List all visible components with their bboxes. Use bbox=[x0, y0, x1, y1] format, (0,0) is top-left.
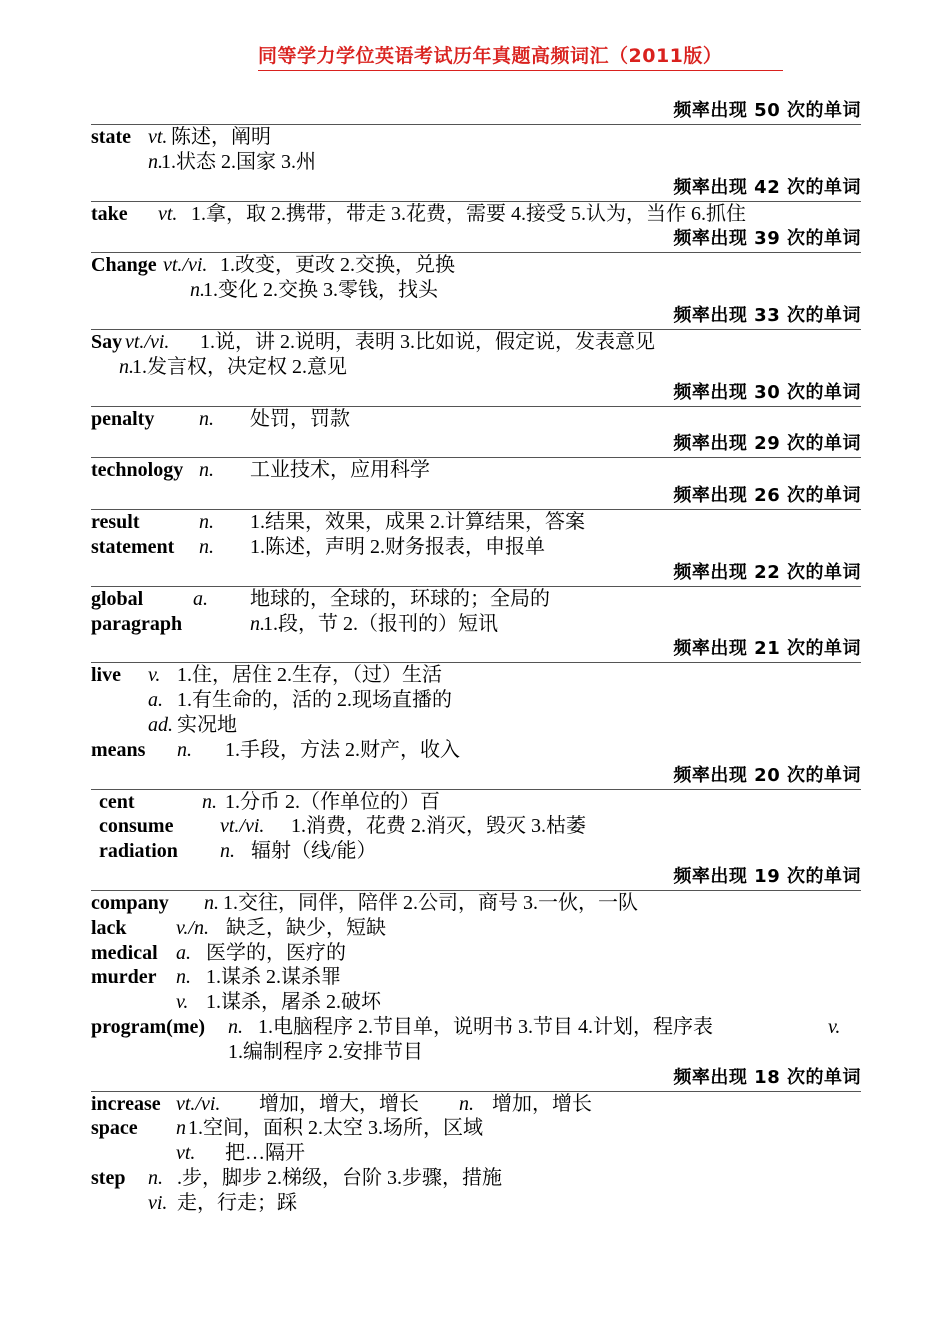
headword: technology bbox=[91, 459, 184, 482]
headword: global bbox=[91, 587, 144, 610]
definition: 1.有生命的，活的 2.现场直播的 bbox=[177, 689, 452, 712]
entry-line bbox=[91, 355, 861, 380]
definition: 1.电脑程序 2.节目单，说明书 3.节目 4.计划，程序表 bbox=[258, 1015, 713, 1038]
entry-line bbox=[91, 688, 861, 713]
definition: 1.变化 2.交换 3.零钱，找头 bbox=[203, 279, 438, 302]
definition: 1.改变，更改 2.交换，兑换 bbox=[220, 254, 455, 277]
entry-line bbox=[91, 202, 861, 227]
headword: company bbox=[91, 891, 169, 914]
part-of-speech: v. bbox=[148, 664, 161, 687]
entry-line bbox=[91, 587, 861, 612]
part-of-speech: n. bbox=[228, 1015, 243, 1038]
headword: take bbox=[91, 202, 128, 225]
definition: 1.分币 2.（作单位的）百 bbox=[225, 790, 440, 813]
frequency-section bbox=[91, 98, 861, 175]
part-of-speech: n. bbox=[199, 459, 214, 482]
definition: 缺乏，缺少，短缺 bbox=[226, 916, 386, 939]
definition: 1.陈述，声明 2.财务报表，申报单 bbox=[250, 535, 545, 558]
entry-line bbox=[91, 253, 861, 278]
entry-line bbox=[91, 891, 861, 916]
headword: medical bbox=[91, 941, 158, 964]
frequency-header: 频率出现 20 次的单词 bbox=[91, 763, 861, 790]
entry-line bbox=[91, 330, 861, 355]
part-of-speech: v./n. bbox=[176, 916, 209, 939]
frequency-section bbox=[91, 636, 861, 762]
headword: result bbox=[91, 511, 140, 534]
frequency-header: 频率出现 19 次的单词 bbox=[91, 864, 861, 891]
entry-line bbox=[91, 713, 861, 738]
headword: paragraph bbox=[91, 612, 183, 635]
part-of-speech: vt. bbox=[158, 202, 178, 225]
headword: Say bbox=[91, 330, 123, 353]
frequency-section bbox=[91, 483, 861, 560]
part-of-speech: n. bbox=[220, 840, 235, 863]
part-of-speech: vt./vi. bbox=[176, 1092, 221, 1115]
part-of-speech: n. bbox=[190, 279, 205, 302]
frequency-header: 频率出现 50 次的单词 bbox=[91, 98, 861, 125]
headword: state bbox=[91, 126, 131, 148]
frequency-section bbox=[91, 303, 861, 380]
part-of-speech: n. bbox=[204, 891, 219, 914]
entry-line bbox=[91, 125, 861, 150]
entry-line bbox=[91, 458, 861, 483]
part-of-speech: n. bbox=[176, 966, 191, 989]
definition: 地球的，全球的，环球的；全局的 bbox=[250, 587, 550, 610]
definition: 1.谋杀 2.谋杀罪 bbox=[206, 966, 341, 989]
frequency-section bbox=[91, 431, 861, 483]
entry-line bbox=[91, 535, 861, 560]
headword: statement bbox=[91, 535, 175, 558]
part-of-speech: n. bbox=[199, 407, 214, 430]
headword: cent bbox=[99, 790, 135, 813]
definition: 1.段，节 2.（报刊的）短讯 bbox=[263, 612, 498, 635]
definition: 1.空间，面积 2.太空 3.场所，区域 bbox=[188, 1117, 483, 1140]
definition: 增加，增大，增长 bbox=[259, 1092, 419, 1115]
definition: 处罚，罚款 bbox=[250, 407, 350, 430]
frequency-header: 频率出现 33 次的单词 bbox=[91, 303, 861, 330]
entry-line bbox=[91, 612, 861, 637]
headword: murder bbox=[91, 966, 157, 989]
frequency-section bbox=[91, 380, 861, 432]
headword: increase bbox=[91, 1092, 161, 1115]
headword: penalty bbox=[91, 407, 155, 430]
entry-line bbox=[91, 916, 861, 941]
part-of-speech: a. bbox=[193, 587, 208, 610]
part-of-speech: n. bbox=[199, 535, 214, 558]
part-of-speech: a. bbox=[148, 689, 163, 712]
part-of-speech: ad. bbox=[148, 713, 173, 736]
entry-line bbox=[91, 990, 861, 1015]
definition: 1.说，讲 2.说明，表明 3.比如说，假定说，发表意见 bbox=[200, 330, 655, 353]
entry-line bbox=[91, 407, 861, 432]
part-of-speech: n. bbox=[177, 738, 192, 761]
definition: 实况地 bbox=[177, 713, 237, 736]
frequency-header: 频率出现 22 次的单词 bbox=[91, 560, 861, 587]
headword: step bbox=[91, 1166, 126, 1189]
part-of-speech: n. bbox=[119, 355, 134, 378]
entry-line bbox=[91, 1141, 861, 1166]
definition: 陈述，阐明 bbox=[171, 126, 271, 148]
part-of-speech: v. bbox=[176, 991, 189, 1014]
part-of-speech: n. bbox=[148, 150, 163, 173]
frequency-section bbox=[91, 226, 861, 303]
headword: means bbox=[91, 738, 146, 761]
entry-line bbox=[91, 1116, 861, 1141]
frequency-header: 频率出现 42 次的单词 bbox=[91, 175, 861, 202]
part-of-speech: vt./vi. bbox=[220, 815, 265, 838]
frequency-section bbox=[91, 864, 861, 1065]
entry-line bbox=[91, 814, 861, 839]
definition: 工业技术，应用科学 bbox=[250, 459, 430, 482]
part-of-speech: n. bbox=[148, 1166, 163, 1189]
frequency-header: 频率出现 21 次的单词 bbox=[91, 636, 861, 663]
vocabulary-list bbox=[91, 98, 861, 1216]
part-of-speech: n bbox=[176, 1117, 186, 1140]
definition: 医学的，医疗的 bbox=[206, 941, 346, 964]
part-of-speech: vi. bbox=[148, 1191, 168, 1214]
definition: .步，脚步 2.梯级，台阶 3.步骤，措施 bbox=[177, 1166, 502, 1189]
part-of-speech: n. bbox=[250, 612, 265, 635]
part-of-speech: v. bbox=[828, 1015, 841, 1038]
entry-line bbox=[91, 663, 861, 688]
headword: radiation bbox=[99, 840, 178, 863]
entry-line bbox=[91, 1015, 861, 1040]
document-title: 同等学力学位英语考试历年真题高频词汇（2011版） bbox=[258, 41, 783, 71]
headword: lack bbox=[91, 916, 127, 939]
entry-line bbox=[91, 150, 861, 175]
definition: 1.消费，花费 2.消灭，毁灭 3.枯萎 bbox=[291, 815, 586, 838]
frequency-section bbox=[91, 175, 861, 227]
definition: 辐射（线/能） bbox=[251, 840, 377, 863]
definition: 1.编制程序 2.安排节目 bbox=[228, 1040, 423, 1063]
entry-line bbox=[91, 510, 861, 535]
definition: 1.状态 2.国家 3.州 bbox=[161, 150, 316, 173]
entry-line bbox=[91, 965, 861, 990]
entry-line bbox=[91, 1191, 861, 1216]
part-of-speech: n. bbox=[202, 790, 217, 813]
headword: Change bbox=[91, 254, 157, 277]
definition: 1.交往，同伴，陪伴 2.公司，商号 3.一伙，一队 bbox=[223, 891, 638, 914]
frequency-section bbox=[91, 560, 861, 637]
definition: 1.谋杀，屠杀 2.破坏 bbox=[206, 991, 381, 1014]
frequency-header: 频率出现 26 次的单词 bbox=[91, 483, 861, 510]
frequency-header: 频率出现 18 次的单词 bbox=[91, 1065, 861, 1092]
entry-line bbox=[91, 1092, 861, 1117]
entry-line bbox=[91, 278, 861, 303]
part-of-speech: a. bbox=[176, 941, 191, 964]
frequency-section bbox=[91, 1065, 861, 1216]
part-of-speech: n. bbox=[459, 1092, 474, 1115]
definition: 1.发言权，决定权 2.意见 bbox=[132, 355, 347, 378]
entry-line bbox=[91, 1166, 861, 1191]
frequency-header: 频率出现 30 次的单词 bbox=[91, 380, 861, 407]
headword: program(me) bbox=[91, 1015, 206, 1038]
definition: 把…隔开 bbox=[225, 1142, 305, 1165]
entry-line bbox=[91, 1040, 861, 1065]
entry-line bbox=[91, 941, 861, 966]
frequency-header: 频率出现 29 次的单词 bbox=[91, 431, 861, 458]
headword: space bbox=[91, 1117, 138, 1140]
frequency-header: 频率出现 39 次的单词 bbox=[91, 226, 861, 253]
definition: 1.手段，方法 2.财产，收入 bbox=[225, 738, 460, 761]
frequency-section bbox=[91, 763, 861, 864]
entry-line bbox=[91, 790, 861, 815]
definition: 1.住，居住 2.生存，（过）生活 bbox=[177, 664, 442, 687]
entry-line bbox=[91, 738, 861, 763]
part-of-speech: vt. bbox=[176, 1142, 196, 1165]
definition: 增加，增长 bbox=[492, 1092, 592, 1115]
definition: 走，行走；踩 bbox=[177, 1191, 297, 1214]
definition: 1.拿，取 2.携带，带走 3.花费，需要 4.接受 5.认为，当作 6.抓住 bbox=[191, 202, 746, 225]
entry-line bbox=[91, 839, 861, 864]
part-of-speech: vt./vi. bbox=[125, 330, 170, 353]
headword: consume bbox=[99, 815, 174, 838]
part-of-speech: vt. bbox=[148, 126, 168, 148]
headword: live bbox=[91, 664, 121, 687]
part-of-speech: vt./vi. bbox=[163, 254, 208, 277]
part-of-speech: n. bbox=[199, 511, 214, 534]
definition: 1.结果，效果，成果 2.计算结果，答案 bbox=[250, 511, 585, 534]
